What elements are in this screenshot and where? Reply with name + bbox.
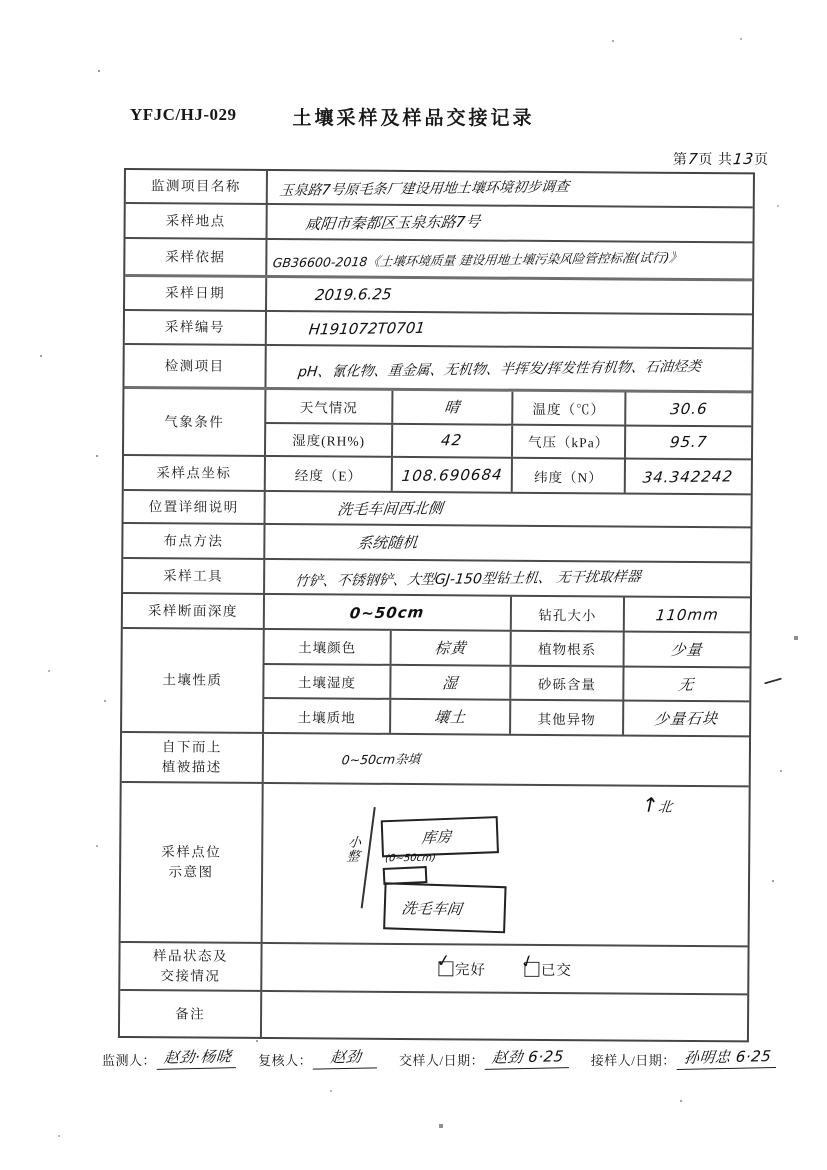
row-layout-method <box>123 524 750 563</box>
side-note <box>346 837 362 864</box>
monitor-signature: 赵劲·杨晓 <box>157 1045 239 1070</box>
workshop-label: 洗毛车间 <box>400 899 464 919</box>
latitude-label: 纬度（N） <box>511 459 624 493</box>
monitor-label: 监测人： <box>102 1053 157 1068</box>
page-number-handwritten: 7 <box>686 149 700 169</box>
row-remarks <box>120 991 747 1040</box>
location-label: 采样地点 <box>165 213 226 229</box>
soil-subrow-1 <box>263 630 750 668</box>
soil-texture-value: 壤土 <box>433 708 468 727</box>
project-name-label: 监测项目名称 <box>150 178 241 195</box>
row-tools <box>123 559 750 598</box>
tools-label: 采样工具 <box>163 568 224 584</box>
temp-label: 温度（℃） <box>511 392 624 424</box>
north-indicator <box>640 793 673 817</box>
gravel-label: 砂砾含量 <box>509 666 622 699</box>
date-value: 2019.6.25 <box>314 285 393 305</box>
soil-label: 土壤性质 <box>162 672 223 688</box>
project-name-value: 玉泉路7号原毛条厂建设用地土壤环境初步调查 <box>278 179 570 200</box>
receiver-signature: 孙明忠 6·25 <box>677 1045 779 1070</box>
warehouse-label: 库房 <box>420 827 452 848</box>
foreign-matter-label: 其他异物 <box>509 701 622 734</box>
depth-value: 0~50cm <box>349 602 426 622</box>
test-items-value: pH、氰化物、重金属、无机物、半挥发/挥发性有机物、石油烃类 <box>297 358 703 380</box>
row-diagram <box>121 783 749 947</box>
scan-noise <box>0 0 2 2</box>
date-label: 采样日期 <box>165 285 226 301</box>
row-weather <box>124 389 751 460</box>
workshop-rect <box>383 882 506 933</box>
pen-mark <box>764 678 782 685</box>
side-note-char1: 小 <box>347 835 362 851</box>
drill-size-value: 110mm <box>654 605 720 624</box>
deliverer-label: 交样人/日期： <box>399 1053 485 1068</box>
page-middle: 页 共 <box>698 153 733 168</box>
warehouse-rect <box>381 816 499 857</box>
humidity-value: 42 <box>440 431 464 450</box>
depth-label: 采样断面深度 <box>147 602 238 619</box>
soil-moisture-label: 土壤湿度 <box>262 665 389 699</box>
sample-status-label-line2: 交接情况 <box>160 968 221 984</box>
vegetation-value: 0~50cm杂填 <box>340 751 422 768</box>
site-sketch <box>263 784 749 945</box>
page-suffix: 页 <box>754 153 769 168</box>
diagram-label-line2: 示意图 <box>168 864 214 880</box>
diagram-label-line1: 采样点位 <box>161 844 222 861</box>
remarks-label: 备注 <box>175 1006 206 1022</box>
page-prefix: 第 <box>672 153 688 168</box>
row-basis <box>125 239 752 281</box>
position-detail-label: 位置详细说明 <box>148 498 239 515</box>
longitude-label: 经度（E） <box>264 457 391 491</box>
tools-value: 竹铲、不锈钢铲、大型GJ-150型钻土机、 无干扰取样器 <box>293 568 642 590</box>
soil-color-value: 棕黄 <box>433 638 468 658</box>
weather-label: 气象条件 <box>164 414 225 430</box>
side-note-char2: 整 <box>345 849 361 865</box>
deliverer-signature: 赵劲 6·25 <box>485 1045 571 1070</box>
pressure-value: 95.7 <box>668 432 709 452</box>
layout-method-value: 系统随机 <box>356 533 419 553</box>
north-label: 北 <box>657 799 673 816</box>
checkmark-icon: ✓ <box>434 949 453 972</box>
row-coordinates <box>124 456 751 495</box>
latitude-value: 34.342242 <box>642 466 735 487</box>
diagram-label <box>121 783 262 942</box>
row-project-name <box>126 170 753 208</box>
row-sample-status <box>120 943 747 995</box>
row-soil-properties <box>122 629 750 737</box>
soil-texture-label: 土壤质地 <box>262 699 389 733</box>
basis-label: 采样依据 <box>165 249 226 265</box>
location-value: 咸阳市秦都区玉泉东路7号 <box>304 212 482 234</box>
reviewer-signature: 赵劲 <box>313 1045 379 1069</box>
sampling-point-depth-label: (0~50cm) <box>384 852 437 865</box>
checkbox-intact-box <box>434 949 453 976</box>
soil-subrow-3 <box>262 699 749 735</box>
form-table <box>118 168 755 1042</box>
road-line <box>361 807 376 908</box>
roots-label: 植物根系 <box>510 632 623 665</box>
drill-size-label: 钻孔大小 <box>510 597 623 631</box>
sample-no-label: 采样编号 <box>164 319 225 335</box>
basis-value: GB36600-2018《土壤环境质量 建设用地土壤污染风险管控标准(试行)》 <box>271 249 683 270</box>
layout-method-label: 布点方法 <box>163 533 224 549</box>
form-code: YFJC/HJ-029 <box>130 105 237 124</box>
checkbox-intact-label: 完好 <box>454 961 486 979</box>
checkbox-delivered <box>517 949 572 979</box>
page-title: 土壤采样及样品交接记录 <box>292 108 535 129</box>
temp-value: 30.6 <box>669 399 709 418</box>
pressure-label: 气压（kPa） <box>511 425 624 457</box>
checkbox-delivered-box <box>517 949 539 976</box>
checkbox-delivered-label: 已交 <box>540 962 572 979</box>
longitude-value: 108.690684 <box>400 465 504 485</box>
foreign-matter-value: 少量石块 <box>653 709 720 729</box>
roots-value: 少量 <box>670 640 705 659</box>
reviewer-label: 复核人： <box>258 1053 313 1068</box>
position-detail-value: 洗毛车间西北侧 <box>336 499 444 519</box>
sample-status-label-line1: 样品状态及 <box>152 948 229 965</box>
test-items-label: 检测项目 <box>164 358 225 374</box>
weather-subrow-1 <box>264 390 751 427</box>
checkbox-intact <box>434 949 486 979</box>
row-vegetation <box>122 733 749 787</box>
row-location <box>126 204 753 243</box>
page-number-line <box>673 149 769 169</box>
vegetation-label <box>122 733 262 782</box>
coords-label: 采样点坐标 <box>156 464 232 481</box>
row-test-items <box>124 345 751 393</box>
row-position-detail <box>124 491 751 528</box>
page-total-handwritten: 13 <box>731 149 755 169</box>
signature-row <box>102 1046 777 1069</box>
receiver-label: 接样人/日期： <box>590 1053 676 1068</box>
soil-moisture-value: 湿 <box>441 673 460 692</box>
vegetation-label-line2: 植被描述 <box>161 759 222 775</box>
gravel-value: 无 <box>677 675 696 694</box>
row-sample-no <box>125 311 752 349</box>
sample-status-label <box>120 943 260 990</box>
vegetation-label-line1: 自下而上 <box>161 739 223 756</box>
checkmark-icon: ✓ <box>517 949 539 974</box>
sample-no-value: H191072T0701 <box>307 318 426 339</box>
soil-subrow-2 <box>262 665 749 703</box>
sky-label: 天气情况 <box>264 390 391 422</box>
sky-value: 晴 <box>443 398 462 417</box>
row-date <box>125 277 752 315</box>
weather-subrow-2 <box>264 423 751 458</box>
north-arrow-icon: ↑ <box>639 792 661 818</box>
humidity-label: 湿度(RH%) <box>264 423 391 455</box>
soil-color-label: 土壤颜色 <box>263 630 390 664</box>
status-checkboxes <box>434 949 572 980</box>
row-depth <box>123 594 750 633</box>
